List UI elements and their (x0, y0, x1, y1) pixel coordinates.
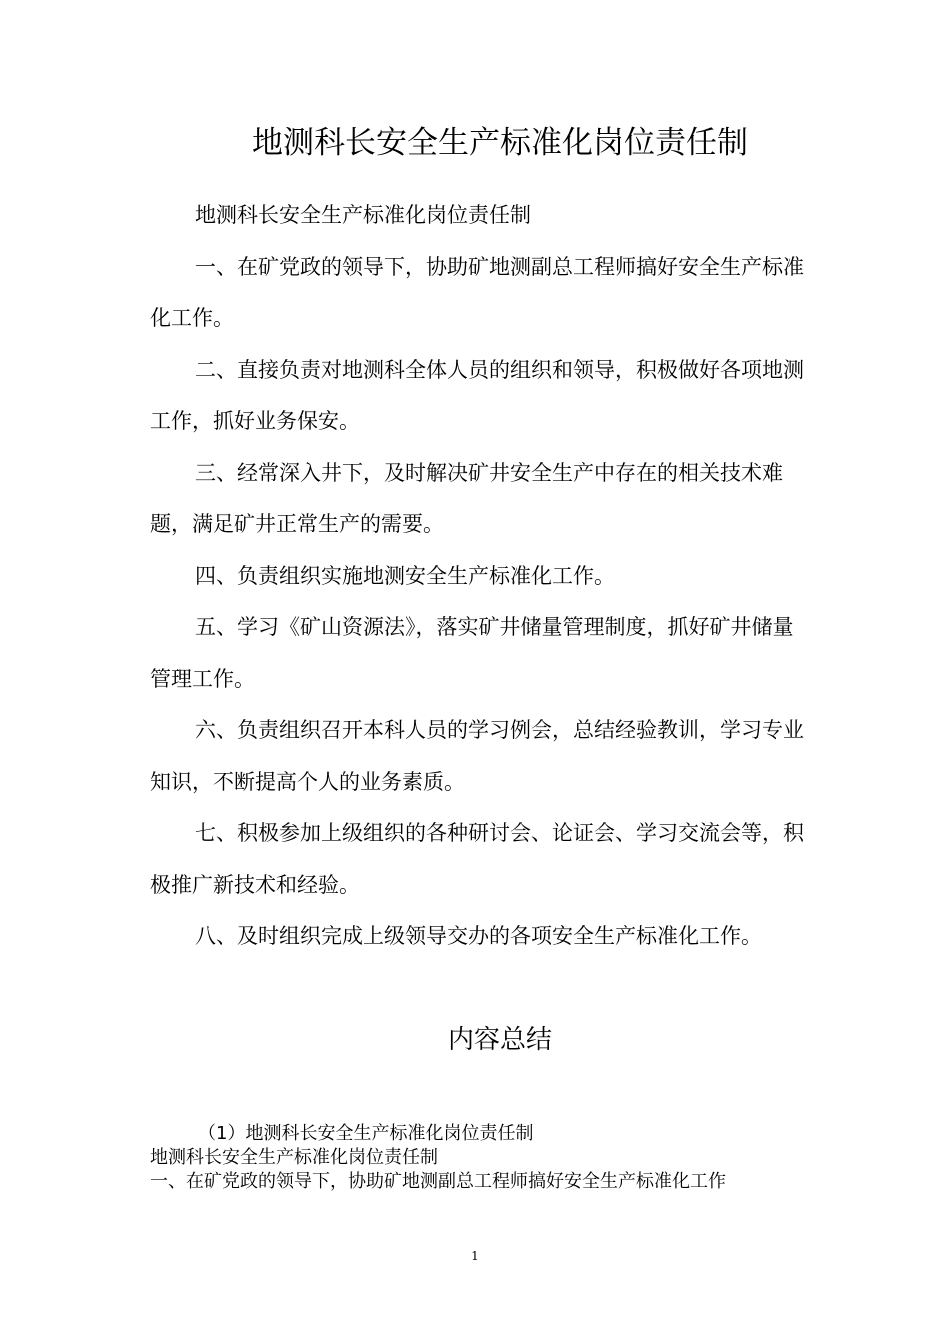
body-paragraph: 二、直接负责对地测科全体人员的组织和领导，积极做好各项地测工作，抓好业务保安。 (150, 357, 804, 433)
summary-line: 一、在矿党政的领导下，协助矿地测副总工程师搞好安全生产标准化工作 (150, 1171, 726, 1192)
summary-line: （1）地测科长安全生产标准化岗位责任制 (198, 1123, 534, 1144)
page-number: 1 (471, 1249, 479, 1263)
body-paragraph: 三、经常深入井下，及时解决矿井安全生产中存在的相关技术难题，满足矿井正常生产的需要。 (150, 460, 783, 536)
body-paragraph: 五、学习《矿山资源法》，落实矿井储量管理制度，抓好矿井储量管理工作。 (150, 615, 794, 691)
summary-line: 地测科长安全生产标准化岗位责任制 (150, 1147, 438, 1168)
body-paragraph: 四、负责组织实施地测安全生产标准化工作。 (195, 563, 615, 588)
body-paragraph: 一、在矿党政的领导下，协助矿地测副总工程师搞好安全生产标准化工作。 (150, 254, 804, 330)
body-paragraph: 八、及时组织完成上级领导交办的各项安全生产标准化工作。 (195, 924, 762, 948)
document-body (150, 190, 805, 963)
summary-title: 内容总结 (447, 1025, 552, 1055)
body-paragraph: 七、积极参加上级组织的各种研讨会、论证会、学习交流会等，积极推广新技术和经验。 (150, 821, 804, 897)
body-paragraph: 地测科长安全生产标准化岗位责任制 (195, 203, 531, 227)
document-title: 地测科长安全生产标准化岗位责任制 (252, 125, 748, 161)
body-paragraph: 六、负责组织召开本科人员的学习例会，总结经验教训，学习专业知识，不断提高个人的业务素质。 (150, 718, 804, 794)
summary-section (150, 1122, 800, 1194)
